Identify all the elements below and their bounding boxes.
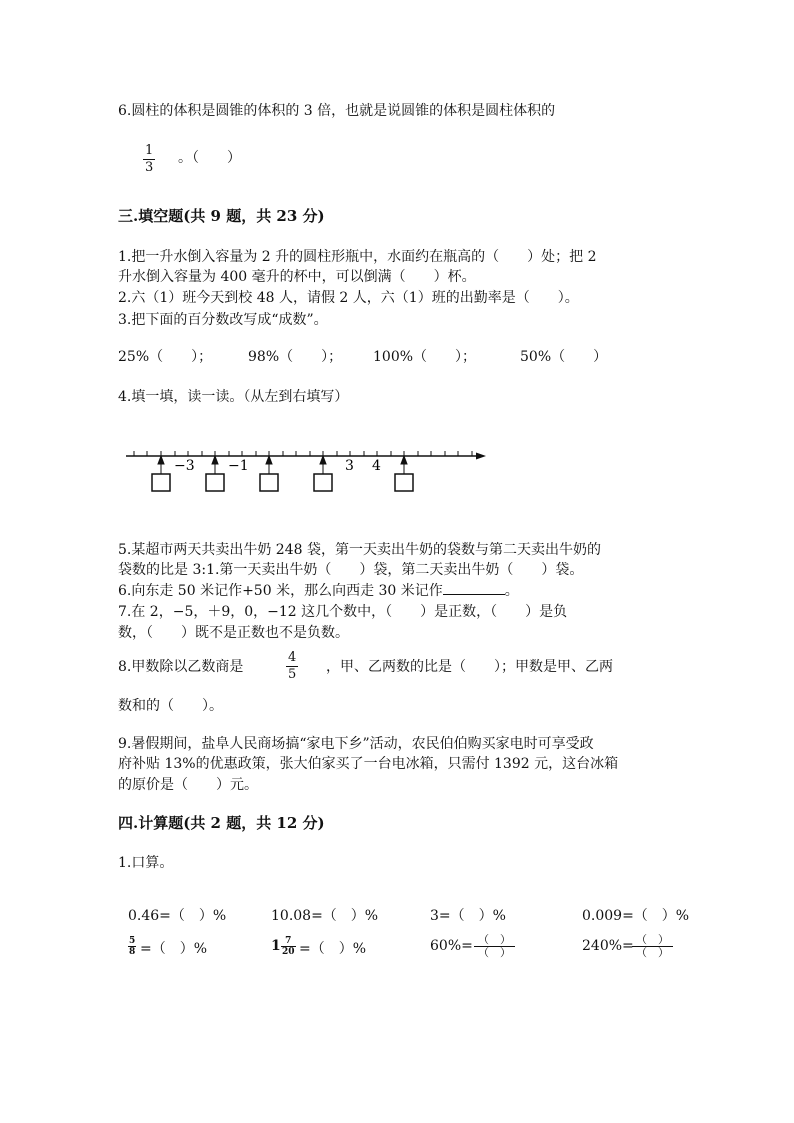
fraction-numerator: 5 (129, 936, 136, 946)
fill-q6-text: 6.向东走 50 米记作+50 米，那么向西走 30 米记作 (118, 583, 443, 599)
fraction-denominator: 20 (282, 947, 295, 957)
section4-title: 四.计算题(共 2 题，共 12 分) (118, 814, 325, 832)
fill-q1-line1: 1.把一升水倒入容量为 2 升的圆柱形瓶中，水面约在瓶高的（ ）处；把 2 (118, 249, 597, 265)
judge-q6-text: 6.圆柱的体积是圆锥的体积的 3 倍，也就是说圆锥的体积是圆柱体积的 (118, 103, 556, 119)
calc-frac-5-8 (128, 936, 136, 957)
answer-box (260, 474, 278, 491)
number-line-label: −1 (228, 458, 249, 474)
calc-item-3: 3=（ ）% (430, 908, 506, 924)
calc-60-percent: 60%= (430, 938, 473, 954)
answer-box (314, 474, 332, 491)
fill-q3-item-50: 50%（ ） (520, 349, 608, 365)
calc-mixed-whole: 1 (271, 938, 281, 954)
pointer-arrow-icon (266, 456, 272, 474)
section3-title: 三.填空题(共 9 题，共 23 分) (118, 207, 325, 225)
fraction-denominator: （ ） (636, 946, 669, 959)
answer-box (152, 474, 170, 491)
calc-mixed-tail: =（ ）% (299, 941, 367, 957)
fill-q8-line2: 数和的（ ）。 (118, 698, 223, 714)
answer-box (395, 474, 413, 491)
fill-q9-line1: 9.暑假期间，盐阜人民商场搞“家电下乡”活动，农民伯伯购买家电时可享受政 (118, 736, 594, 752)
calc-240-percent: 240%= (582, 938, 634, 954)
fill-q8-post: ，甲、乙两数的比是（ ）；甲数是甲、乙两 (326, 659, 613, 675)
answer-box (206, 474, 224, 491)
fill-q5-line2: 袋数的比是 3:1.第一天卖出牛奶（ ）袋，第二天卖出牛奶（ ）袋。 (118, 562, 584, 578)
number-line-label: 4 (372, 458, 381, 474)
fraction-denominator: 5 (288, 667, 297, 682)
fill-q3-item-25: 25%（ ）； (118, 349, 213, 365)
pointer-arrow-icon (401, 456, 407, 474)
pointer-arrow-icon (320, 456, 326, 474)
fill-q1-line2: 升水倒入容量为 400 毫升的杯中，可以倒满（ ）杯。 (118, 269, 476, 285)
fill-q8-pre: 8.甲数除以乙数商是 (118, 659, 244, 675)
fraction-numerator: 4 (288, 650, 297, 665)
fill-q3-item-98: 98%（ ）； (248, 349, 343, 365)
fill-q8-fraction (286, 650, 298, 683)
judge-q6-answer-parens: 。（ ） (178, 150, 241, 166)
fill-q3: 3.把下面的百分数改写成“成数”。 (118, 312, 328, 328)
number-line-arrow-icon (476, 453, 486, 460)
fill-q9-line3: 的原价是（ ）元。 (118, 777, 258, 793)
fill-q3-item-100: 100%（ ）； (373, 349, 477, 365)
fraction-denominator: 8 (129, 947, 136, 957)
calc-q1: 1.口算。 (118, 855, 174, 871)
fraction-numerator: （ ） (632, 934, 673, 947)
fill-q6-end: 。 (504, 583, 519, 599)
judge-q6-fraction (143, 143, 155, 176)
pointer-arrow-icon (212, 456, 218, 474)
fraction-denominator: 3 (145, 160, 154, 175)
fill-q4: 4.填一填，读一读。（从左到右填写） (118, 389, 349, 405)
fraction-numerator: 7 (281, 936, 296, 947)
fill-q7-line2: 数，（ ）既不是正数也不是负数。 (118, 625, 349, 641)
calc-item-0-46: 0.46=（ ）% (128, 908, 227, 924)
pointer-arrow-icon (158, 456, 164, 474)
fill-q6 (118, 580, 519, 600)
number-line-label: −3 (174, 458, 195, 474)
fraction-denominator: （ ） (478, 946, 511, 959)
fraction-numerator: （ ） (474, 934, 515, 947)
calc-60-percent-fraction (474, 934, 515, 959)
fraction-numerator: 1 (145, 143, 154, 158)
calc-item-10-08: 10.08=（ ）% (271, 908, 379, 924)
calc-240-percent-fraction (632, 934, 673, 959)
fill-q6-blank (443, 582, 505, 595)
number-line-figure (118, 440, 498, 500)
calc-frac-5-8-tail: =（ ）% (140, 941, 208, 957)
number-line-label: 3 (345, 458, 354, 474)
fill-q5-line1: 5.某超市两天共卖出牛奶 248 袋，第一天卖出牛奶的袋数与第二天卖出牛奶的 (118, 542, 601, 558)
fill-q9-line2: 府补贴 13%的优惠政策，张大伯家买了一台电冰箱，只需付 1392 元，这台冰箱 (118, 756, 619, 772)
fill-q7-line1: 7.在 2，−5，＋9，0，−12 这几个数中，（ ）是正数，（ ）是负 (118, 604, 568, 620)
calc-mixed-fraction (281, 936, 296, 957)
calc-item-0-009: 0.009=（ ）% (582, 908, 690, 924)
fill-q2: 2.六（1）班今天到校 48 人，请假 2 人，六（1）班的出勤率是（ ）。 (118, 290, 579, 306)
